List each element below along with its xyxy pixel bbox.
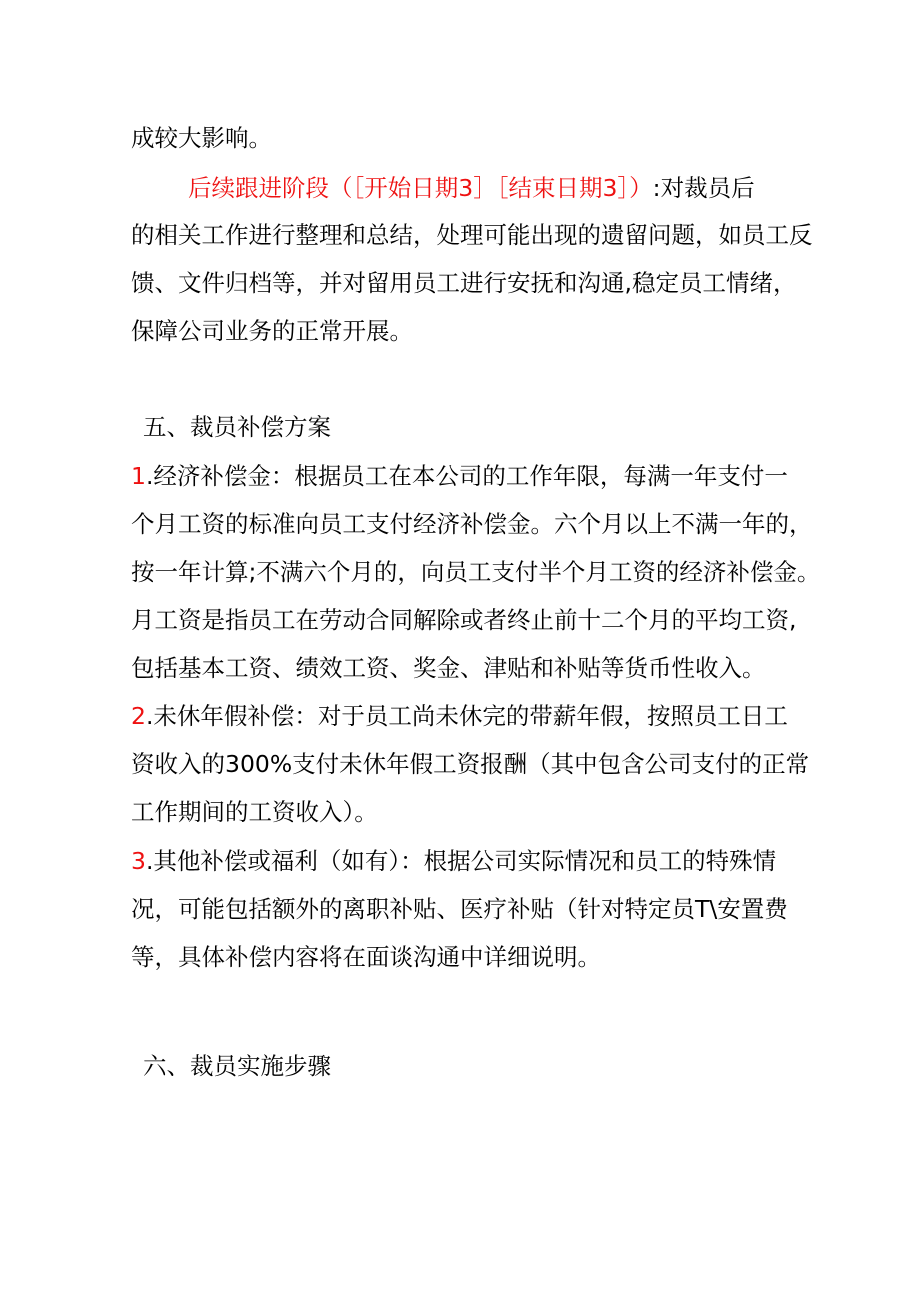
item-1-line-5: 包括基本工资、绩效工资、奖金、津贴和补贴等货币性收入。 <box>131 654 766 682</box>
item-2-line-3: 工作期间的工资收入）。 <box>131 798 378 826</box>
section-5-title: 五、裁员补偿方案 <box>143 413 331 441</box>
paragraph-tail: 成较大影响。 <box>131 124 272 152</box>
followup-line-1 <box>188 173 755 203</box>
item-3-number: 3 <box>131 847 146 875</box>
item-2-line-2: 资收入的300%支付未休年假工资报酬（其中包含公司支付的正常 <box>131 750 810 778</box>
item-1-line-3: 按一年计算;不满六个月的，向员工支付半个月工资的经济补偿金。 <box>131 558 821 586</box>
followup-line-4: 保障公司业务的正常开展。 <box>131 317 413 345</box>
item-3-line-2: 况，可能包括额外的离职补贴、医疗补贴（针对特定员T\安置费 <box>131 895 788 923</box>
item-3-line-3: 等，具体补偿内容将在面谈沟通中详细说明。 <box>131 943 601 971</box>
item-1-text: .经济补偿金：根据员工在本公司的工作年限，每满一年支付一 <box>145 462 788 490</box>
item-1-line-2: 个月工资的标准向员工支付经济补偿金。六个月以上不满一年的， <box>131 510 813 538</box>
item-1-line-4: 月工资是指员工在劳动合同解除或者终止前十二个月的平均工资, <box>131 606 797 634</box>
followup-line-3: 馈、文件归档等，并对留用员工进行安抚和沟通,稳定员工情绪， <box>131 269 797 297</box>
item-2-text: .未休年假补偿：对于员工尚未休完的带薪年假，按照员工日工 <box>145 702 788 730</box>
section-6-title: 六、裁员实施步骤 <box>143 1052 331 1080</box>
followup-line-1-rest: :对裁员后 <box>652 174 755 202</box>
item-3-text: .其他补偿或福利（如有）：根据公司实际情况和员工的特殊情 <box>145 847 777 875</box>
item-1-number: 1 <box>131 462 146 490</box>
followup-stage-dates: 后续跟进阶段（［开始日期3］［结束日期3］） <box>188 174 653 202</box>
item-1-line-1 <box>131 461 788 491</box>
followup-line-2: 的相关工作进行整理和总结，处理可能出现的遗留问题，如员工反 <box>131 221 813 249</box>
item-2-number: 2 <box>131 702 146 730</box>
item-2-line-1 <box>131 701 788 731</box>
item-3-line-1 <box>131 846 776 876</box>
